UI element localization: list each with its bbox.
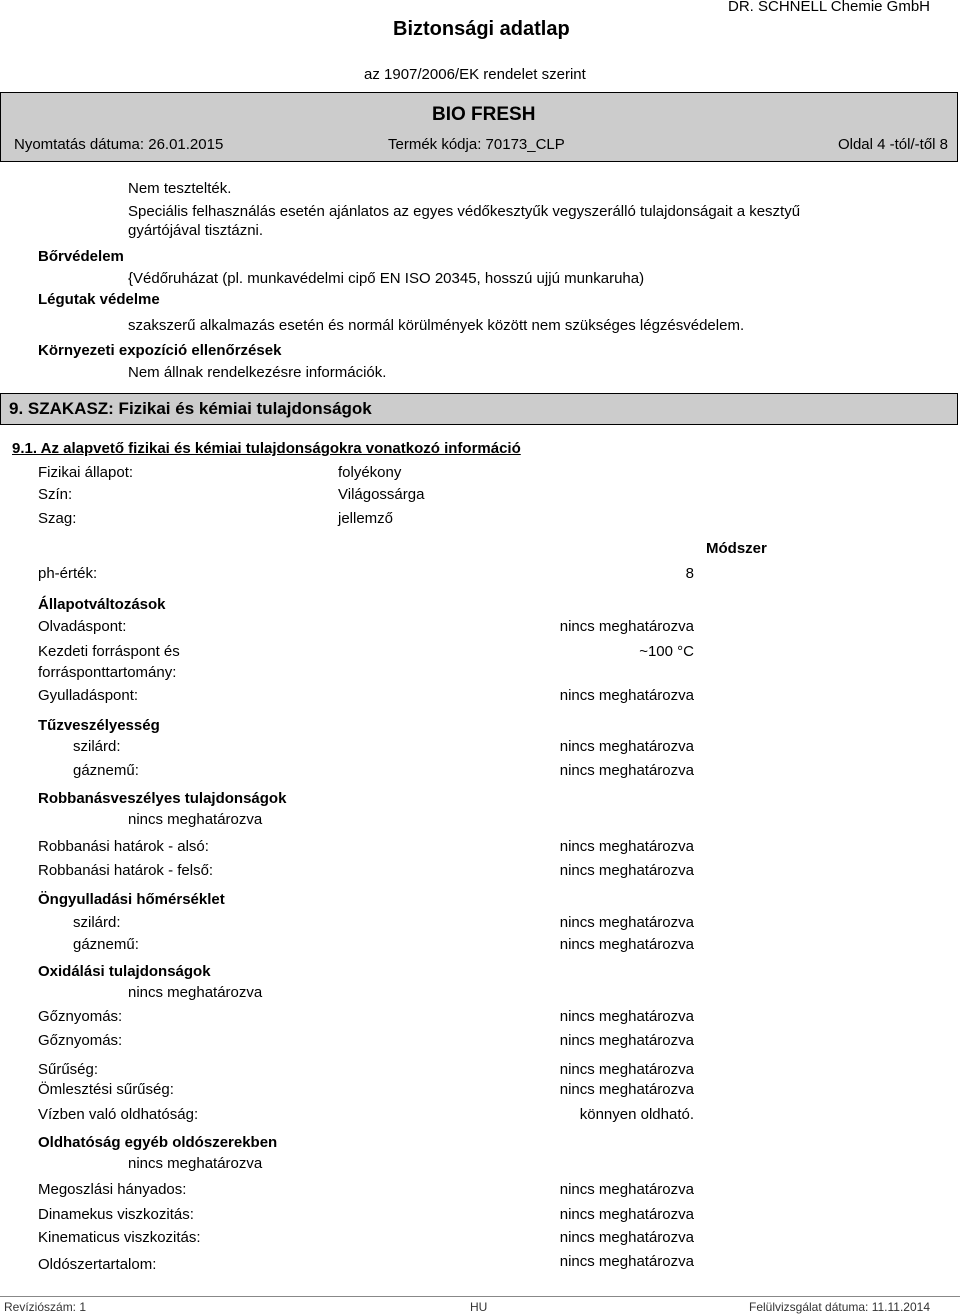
- revision-number: Revíziószám: 1: [4, 1300, 87, 1314]
- document-title: Biztonsági adatlap: [393, 18, 570, 40]
- environmental-exposure-text: Nem állnak rendelkezésre információk.: [128, 364, 387, 381]
- boiling-point-label-1: Kezdeti forráspont és: [38, 643, 180, 660]
- water-solubility-value: könnyen oldható.: [579, 1106, 694, 1123]
- partition-coefficient-label: Megoszlási hányados:: [38, 1181, 187, 1198]
- vapor-pressure-value-1: nincs meghatározva: [559, 1008, 694, 1025]
- bulk-density-value: nincs meghatározva: [559, 1081, 694, 1098]
- language-code: HU: [470, 1300, 488, 1314]
- kinematic-viscosity-label: Kinematicus viszkozitás:: [38, 1229, 201, 1246]
- color-label: Szín:: [38, 486, 73, 503]
- page-number: Oldal 4 -tól/-től 8: [837, 136, 948, 153]
- method-header: Módszer: [706, 540, 767, 557]
- boiling-point-label-2: forrásponttartomány:: [38, 664, 177, 681]
- oxidizing-properties-value: nincs meghatározva: [128, 984, 263, 1001]
- autoignition-solid-value: nincs meghatározva: [559, 914, 694, 931]
- lower-explosion-limit-value: nincs meghatározva: [559, 838, 694, 855]
- ph-value: 8: [685, 565, 694, 582]
- partition-coefficient-value: nincs meghatározva: [559, 1181, 694, 1198]
- bulk-density-label: Ömlesztési sűrűség:: [38, 1081, 174, 1098]
- glove-text-2: gyártójával tisztázni.: [128, 222, 264, 239]
- odor-label: Szag:: [38, 510, 77, 527]
- product-code: Termék kódja: 70173_CLP: [388, 136, 565, 153]
- flammability-gas-label: gáznemű:: [73, 762, 139, 779]
- density-label: Sűrűség:: [38, 1061, 99, 1078]
- flammability-solid-value: nincs meghatározva: [559, 738, 694, 755]
- state-changes-header: Állapotváltozások: [38, 596, 166, 613]
- upper-explosion-limit-label: Robbanási határok - felső:: [38, 862, 214, 879]
- lower-explosion-limit-label: Robbanási határok - alsó:: [38, 838, 209, 855]
- skin-protection-label: Bőrvédelem: [38, 248, 124, 265]
- autoignition-gas-label: gáznemű:: [73, 936, 139, 953]
- flammability-gas-value: nincs meghatározva: [559, 762, 694, 779]
- oxidizing-properties-header: Oxidálási tulajdonságok: [38, 963, 211, 980]
- regulation-text: az 1907/2006/EK rendelet szerint: [364, 66, 586, 83]
- autoignition-header: Öngyulladási hőmérséklet: [38, 891, 225, 908]
- autoignition-solid-label: szilárd:: [73, 914, 121, 931]
- section-9-heading: 9. SZAKASZ: Fizikai és kémiai tulajdonságok: [0, 393, 958, 425]
- flammability-header: Tűzveszélyesség: [38, 717, 160, 734]
- melting-point-label: Olvadáspont:: [38, 618, 127, 635]
- subsection-9-1-heading: 9.1. Az alapvető fizikai és kémiai tulajdonságokra vonatkozó információ: [12, 440, 521, 457]
- ph-label: ph-érték:: [38, 565, 98, 582]
- melting-point-value: nincs meghatározva: [559, 618, 694, 635]
- review-date: Felülvizsgálat dátuma: 11.11.2014: [748, 1300, 930, 1314]
- autoignition-gas-value: nincs meghatározva: [559, 936, 694, 953]
- density-value: nincs meghatározva: [559, 1061, 694, 1078]
- respiratory-protection-label: Légutak védelme: [38, 291, 160, 308]
- footer-divider: [0, 1296, 960, 1297]
- solubility-other-value: nincs meghatározva: [128, 1155, 263, 1172]
- kinematic-viscosity-value: nincs meghatározva: [559, 1229, 694, 1246]
- flash-point-value: nincs meghatározva: [559, 687, 694, 704]
- explosive-properties-header: Robbanásveszélyes tulajdonságok: [38, 790, 287, 807]
- solvent-content-label: Oldószertartalom:: [38, 1256, 157, 1273]
- skin-protection-text: {Védőruházat (pl. munkavédelmi cipő EN ISO 20345, hosszú ujjú munkaruha): [128, 270, 645, 287]
- respiratory-protection-text: szakszerű alkalmazás esetén és normál körülmények között nem szükséges légzésvédelem.: [128, 317, 745, 334]
- physical-state-label: Fizikai állapot:: [38, 464, 134, 481]
- print-date: Nyomtatás dátuma: 26.01.2015: [14, 136, 224, 153]
- company-name: DR. SCHNELL Chemie GmbH: [728, 0, 930, 15]
- vapor-pressure-label-1: Gőznyomás:: [38, 1008, 123, 1025]
- physical-state-value: folyékony: [338, 464, 402, 481]
- vapor-pressure-label-2: Gőznyomás:: [38, 1032, 123, 1049]
- not-tested-text: Nem tesztelték.: [128, 180, 232, 197]
- explosive-properties-value: nincs meghatározva: [128, 811, 263, 828]
- color-value: Világossárga: [338, 486, 425, 503]
- flammability-solid-label: szilárd:: [73, 738, 121, 755]
- solvent-content-value: nincs meghatározva: [559, 1253, 694, 1270]
- environmental-exposure-label: Környezeti expozíció ellenőrzések: [38, 342, 282, 359]
- vapor-pressure-value-2: nincs meghatározva: [559, 1032, 694, 1049]
- solubility-other-header: Oldhatóság egyéb oldószerekben: [38, 1134, 278, 1151]
- flash-point-label: Gyulladáspont:: [38, 687, 139, 704]
- boiling-point-value: ~100 °C: [639, 643, 694, 660]
- dynamic-viscosity-label: Dinamekus viszkozitás:: [38, 1206, 194, 1223]
- odor-value: jellemző: [338, 510, 394, 527]
- glove-text-1: Speciális felhasználás esetén ajánlatos az egyes védőkesztyűk vegyszerálló tulajdonságait a kesztyű: [128, 203, 801, 220]
- water-solubility-label: Vízben való oldhatóság:: [38, 1106, 199, 1123]
- upper-explosion-limit-value: nincs meghatározva: [559, 862, 694, 879]
- dynamic-viscosity-value: nincs meghatározva: [559, 1206, 694, 1223]
- product-name: BIO FRESH: [432, 104, 536, 125]
